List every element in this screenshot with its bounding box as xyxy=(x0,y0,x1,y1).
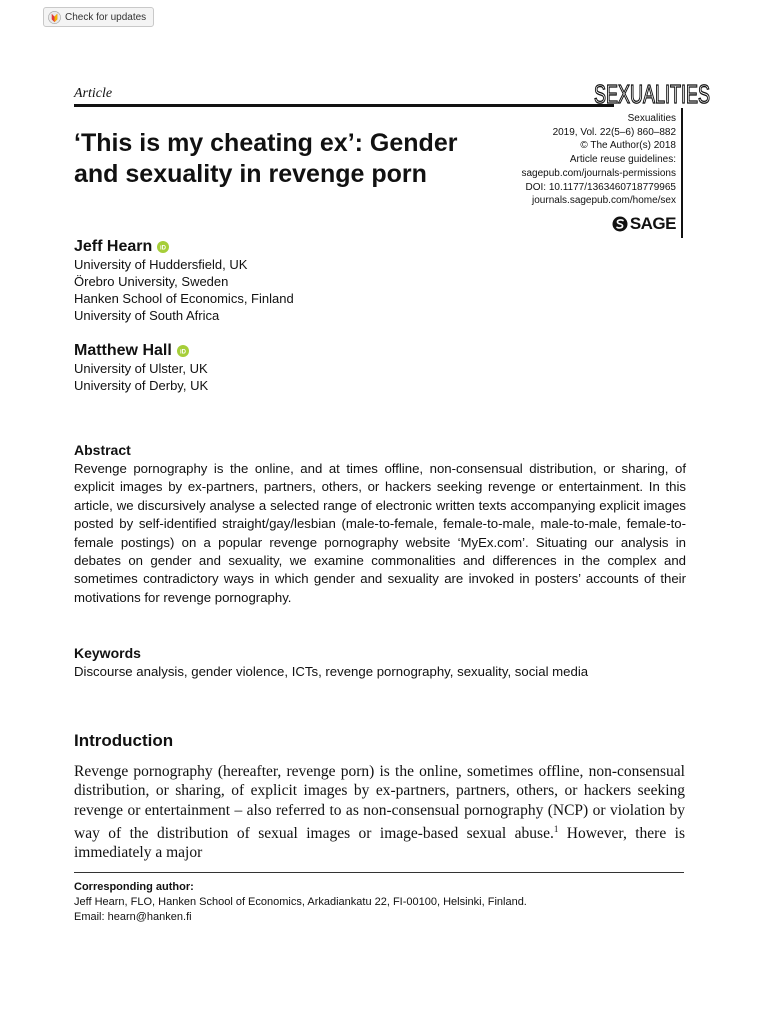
crossmark-icon xyxy=(48,11,61,24)
orcid-icon[interactable] xyxy=(177,345,189,357)
author-name: Jeff Hearn xyxy=(74,238,153,255)
corresponding-author-address: Jeff Hearn, FLO, Hanken School of Economics, Arkadiankatu 22, FI-00100, Helsinki, Finland. xyxy=(74,896,527,908)
affiliation: University of Huddersfield, UK xyxy=(74,257,248,272)
abstract-heading: Abstract xyxy=(74,442,131,458)
author-block xyxy=(74,238,294,324)
journal-logo-text: SEXUALITIES xyxy=(594,79,710,109)
affiliation: Örebro University, Sweden xyxy=(74,274,229,289)
journal-home-link[interactable]: journals.sagepub.com/home/sex xyxy=(532,195,676,207)
abstract-section xyxy=(74,442,686,607)
check-for-updates-button[interactable] xyxy=(43,7,154,27)
journal-logo xyxy=(592,72,712,112)
sage-s-icon xyxy=(612,216,628,232)
journal-volume: 2019, Vol. 22(5–6) 860–882 xyxy=(552,126,676,138)
affiliation: University of Ulster, UK xyxy=(74,361,208,376)
footnote-rule xyxy=(74,872,684,873)
reuse-guidelines-label: Article reuse guidelines: xyxy=(569,154,676,166)
article-title: ‘This is my cheating ex’: Gender and sexuality in revenge porn xyxy=(74,129,458,188)
meta-rule xyxy=(681,108,683,238)
footnote-marker[interactable]: 1 xyxy=(553,823,559,834)
journal-meta xyxy=(480,112,676,208)
header-rule xyxy=(74,104,614,107)
journal-name: Sexualities xyxy=(627,113,676,124)
introduction-heading: Introduction xyxy=(74,731,174,750)
svg-text:iD: iD xyxy=(160,245,167,252)
copyright: © The Author(s) 2018 xyxy=(580,140,676,152)
svg-text:iD: iD xyxy=(179,349,186,356)
keywords-section xyxy=(74,645,694,681)
introduction-paragraph xyxy=(74,762,685,863)
keywords-heading: Keywords xyxy=(74,645,141,661)
intro-text-part: Revenge pornography (hereafter, revenge porn) is the online, sometimes offline, non-consensual distribution, or sharing, of explicit images by ex-partners, partners, others, or hackers seeking revenge or entertainment – also referred to as non-consensual pornography (NCP) or violation by way of the distribution of sexual images or image-based sexual abuse. xyxy=(74,763,685,843)
affiliation: University of South Africa xyxy=(74,308,220,323)
check-for-updates-label: Check for updates xyxy=(65,11,147,23)
permissions-link[interactable]: sagepub.com/journals-permissions xyxy=(521,167,676,179)
affiliation: Hanken School of Economics, Finland xyxy=(74,291,294,306)
corresponding-author-heading: Corresponding author: xyxy=(74,881,194,893)
affiliation: University of Derby, UK xyxy=(74,378,209,393)
doi-link[interactable]: DOI: 10.1177/1363460718779965 xyxy=(525,181,676,193)
publisher-name: SAGE xyxy=(629,214,676,233)
abstract-text: Revenge pornography is the online, and at times offline, non-consensual distribution, or sharing, of explicit images by ex-partners, partners, others, or hackers seeking revenge or entertainment. In this article, we discursively analyse a selected range of electronic written texts accompanying explicit images posted by self-identified straight/gay/lesbian (male-to-female, female-to-male, male-to-male, female-to-female postings) on a popular revenge pornography website ‘MyEx.com’. Situating our analysis in debates on gender and sexuality, we examine commonalities and differences in the complex and sometimes contradictory ways in which gender and sexuality are invoked in posters’ accounts of their motivations for revenge pornography. xyxy=(74,461,686,605)
corresponding-author-email[interactable]: Email: hearn@hanken.fi xyxy=(74,911,192,923)
author-name: Matthew Hall xyxy=(74,342,172,359)
intro-text-part: However, there is immediately a major xyxy=(74,825,685,862)
corresponding-author-note xyxy=(74,880,527,925)
orcid-icon[interactable] xyxy=(157,241,169,253)
keywords-text: Discourse analysis, gender violence, ICTs, revenge pornography, sexuality, social media xyxy=(74,664,589,679)
publisher-logo xyxy=(612,214,676,234)
author-block xyxy=(74,342,208,394)
article-type-label: Article xyxy=(74,86,113,101)
